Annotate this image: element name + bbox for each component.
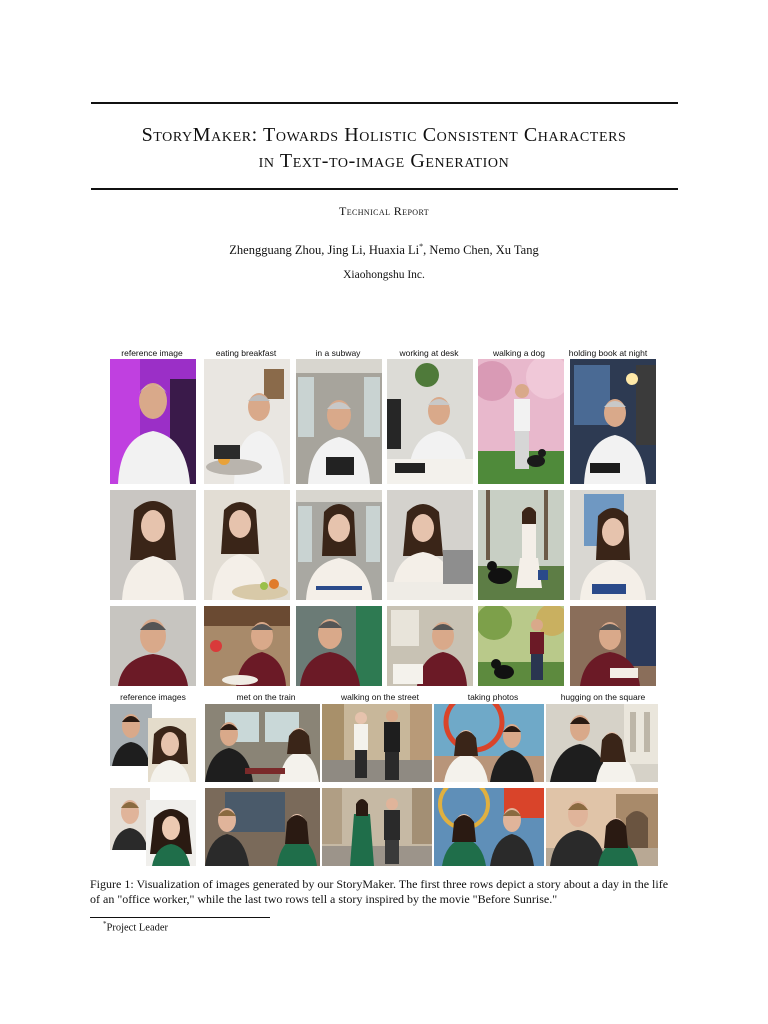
- label-walking-on-the-street: walking on the street: [341, 692, 419, 702]
- photo-holding-book-at-night-man: [570, 359, 656, 484]
- photo-eating-breakfast-man: [204, 359, 290, 484]
- label-holding-book-at-night: holding book at night: [568, 348, 648, 358]
- footnote-rule: [90, 917, 270, 918]
- photo-reference-man-2: [110, 606, 196, 686]
- label-reference-images: reference images: [120, 692, 186, 702]
- report-type: Technical Report: [338, 204, 430, 218]
- photo-desk-man-2: [387, 606, 473, 686]
- author-list: [0, 242, 768, 258]
- photo-breakfast-woman: [204, 490, 290, 600]
- photo-desk-woman: [387, 490, 473, 600]
- footnote-text: Project Leader: [106, 922, 169, 934]
- figure-caption: Figure 1: Visualization of images generated by our StoryMaker. The first three rows depict a story about a day in the life of an "office worker," while the last two rows tell a story inspired by the movie "Before Sunrise.": [90, 877, 669, 906]
- label-in-a-subway: in a subway: [315, 348, 361, 358]
- label-eating-breakfast: eating breakfast: [215, 348, 277, 358]
- author-footnote-mark: *: [419, 242, 424, 251]
- photo-photos-couple-2: [434, 788, 544, 866]
- photo-met-on-the-train: [205, 704, 320, 782]
- label-met-on-the-train: met on the train: [236, 692, 296, 702]
- photo-street-couple-2: [322, 788, 432, 866]
- photo-subway-man: [296, 359, 382, 484]
- top-rule: [91, 102, 678, 104]
- label-reference-image: reference image: [121, 348, 183, 358]
- photo-walking-a-dog-man: [478, 359, 564, 484]
- photo-book-night-man-2: [570, 606, 656, 686]
- authors-rest: , Nemo Chen, Xu Tang: [423, 243, 539, 258]
- photo-dog-walk-woman: [478, 490, 564, 600]
- photo-taking-photos: [434, 704, 544, 782]
- paper-title-line-2: in Text-to-image Generation: [258, 150, 510, 172]
- photo-reference-man: [110, 359, 196, 484]
- figure-1: [108, 344, 660, 866]
- photo-reference-couple-1: [110, 704, 196, 782]
- photo-working-at-desk-man: [387, 359, 473, 484]
- photo-reference-woman: [110, 490, 196, 600]
- photo-reference-couple-2: [110, 788, 196, 866]
- footnote-mark: *: [103, 920, 107, 928]
- footnote: [103, 920, 168, 934]
- label-working-at-desk: working at desk: [399, 348, 459, 358]
- photo-train-couple-2: [205, 788, 320, 866]
- photo-book-night-woman: [570, 490, 656, 600]
- label-hugging-on-the-square: hugging on the square: [560, 692, 646, 702]
- paper-title-line-1: StoryMaker: Towards Holistic Consistent Characters: [141, 124, 627, 146]
- affiliation: Xiaohongshu Inc.: [343, 269, 425, 281]
- photo-square-couple-2: [546, 788, 658, 866]
- photo-hugging-on-the-square: [546, 704, 658, 782]
- label-taking-photos: taking photos: [467, 692, 519, 702]
- bottom-title-rule: [91, 188, 678, 190]
- photo-breakfast-man-2: [204, 606, 290, 686]
- photo-subway-woman: [296, 490, 382, 600]
- photo-walking-on-the-street: [322, 704, 432, 782]
- photo-subway-man-2: [296, 606, 382, 686]
- label-walking-a-dog: walking a dog: [493, 348, 545, 358]
- authors-first: Zhengguang Zhou, Jing Li, Huaxia Li: [229, 243, 420, 258]
- photo-dog-walk-man-2: [478, 606, 564, 686]
